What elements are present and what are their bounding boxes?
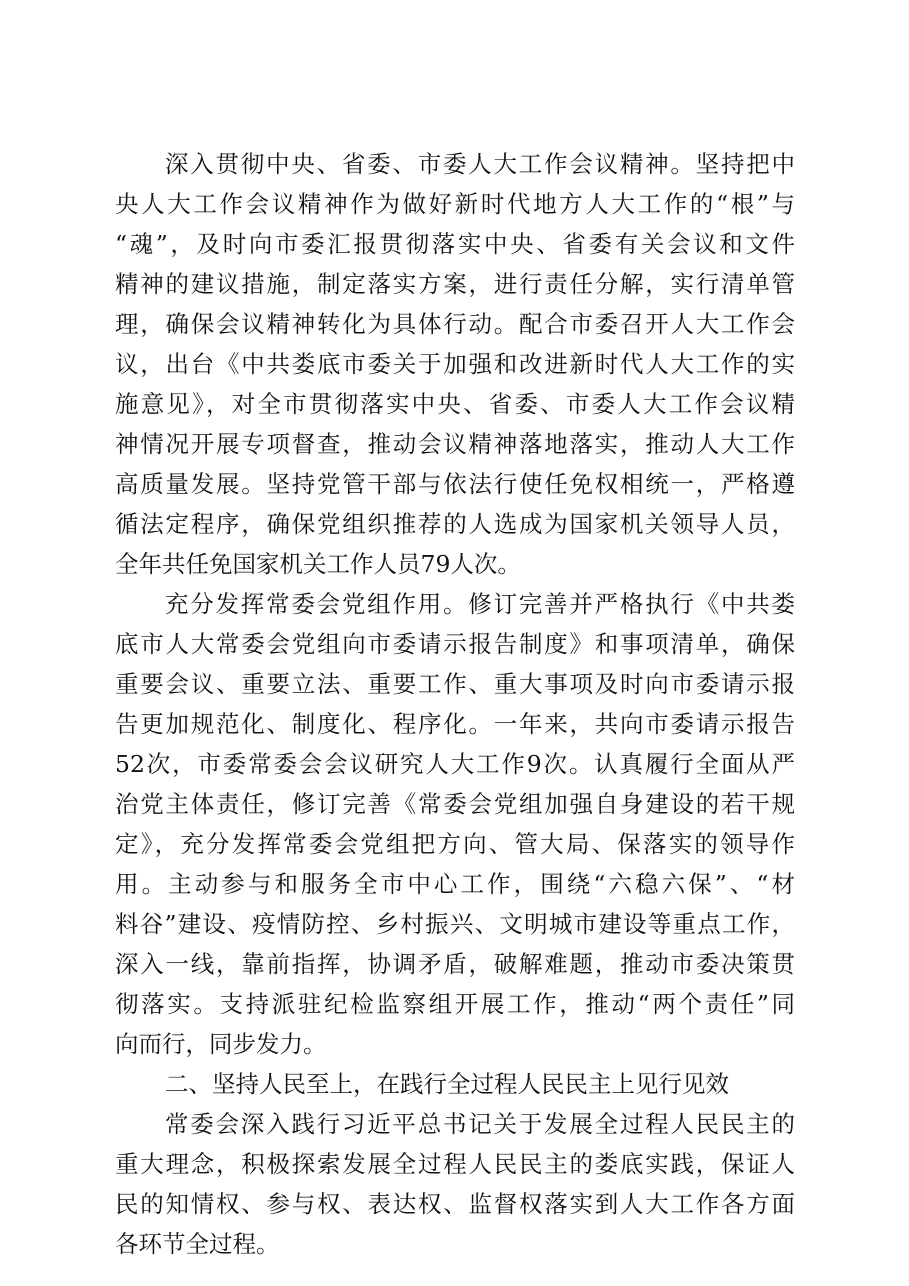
paragraph-line: 循法定程序，确保党组织推荐的人选成为国家机关领导人员， <box>115 510 795 538</box>
paragraph-line: 治党主体责任，修订完善《常委会党组加强自身建设的若干规 <box>115 790 795 818</box>
paragraph-line: 定》，充分发挥常委会党组把方向、管大局、保落实的领导作 <box>115 830 795 858</box>
paragraph-line: 常委会深入践行习近平总书记关于发展全过程人民民主的 <box>165 1110 795 1138</box>
paragraph-line: 彻落实。支持派驻纪检监察组开展工作，推动“两个责任”同 <box>115 990 795 1018</box>
paragraph-line: 理，确保会议精神转化为具体行动。配合市委召开人大工作会 <box>115 310 795 338</box>
paragraph-line: 用。主动参与和服务全市中心工作，围绕“六稳六保”、“材 <box>115 870 795 898</box>
paragraph-line: 重要会议、重要立法、重要工作、重大事项及时向市委请示报 <box>115 670 795 698</box>
paragraph-line: 全年共任免国家机关工作人员79人次。 <box>115 550 521 578</box>
paragraph-line: 神情况开展专项督查，推动会议精神落地落实，推动人大工作 <box>115 430 795 458</box>
paragraph-line: 52次，市委常委会会议研究人大工作9次。认真履行全面从严 <box>115 750 795 778</box>
paragraph-line: 底市人大常委会党组向市委请示报告制度》和事项清单，确保 <box>115 630 795 658</box>
section-heading: 二、坚持人民至上，在践行全过程人民民主上见行见效 <box>165 1070 729 1098</box>
paragraph-line: 向而行，同步发力。 <box>115 1030 327 1058</box>
paragraph-line: 重大理念，积极探索发展全过程人民民主的娄底实践，保证人 <box>115 1150 795 1178</box>
paragraph-line: 告更加规范化、制度化、程序化。一年来，共向市委请示报告 <box>115 710 795 738</box>
paragraph-line: 深入贯彻中央、省委、市委人大工作会议精神。坚持把中 <box>165 150 795 178</box>
paragraph-line: 民的知情权、参与权、表达权、监督权落实到人大工作各方面 <box>115 1190 795 1218</box>
paragraph-line: “魂”，及时向市委汇报贯彻落实中央、省委有关会议和文件 <box>115 230 795 258</box>
paragraph-line: 深入一线，靠前指挥，协调矛盾，破解难题，推动市委决策贯 <box>115 950 795 978</box>
paragraph-line: 料谷”建设、疫情防控、乡村振兴、文明城市建设等重点工作， <box>115 910 795 938</box>
paragraph-line: 充分发挥常委会党组作用。修订完善并严格执行《中共娄 <box>165 590 795 618</box>
paragraph-line: 高质量发展。坚持党管干部与依法行使任免权相统一，严格遵 <box>115 470 795 498</box>
paragraph-line: 各环节全过程。 <box>115 1230 280 1258</box>
paragraph-line: 精神的建议措施，制定落实方案，进行责任分解，实行清单管 <box>115 270 795 298</box>
paragraph-line: 议，出台《中共娄底市委关于加强和改进新时代人大工作的实 <box>115 350 795 378</box>
paragraph-line: 央人大工作会议精神作为做好新时代地方人大工作的“根”与 <box>115 190 795 218</box>
paragraph-line: 施意见》，对全市贯彻落实中央、省委、市委人大工作会议精 <box>115 390 795 418</box>
